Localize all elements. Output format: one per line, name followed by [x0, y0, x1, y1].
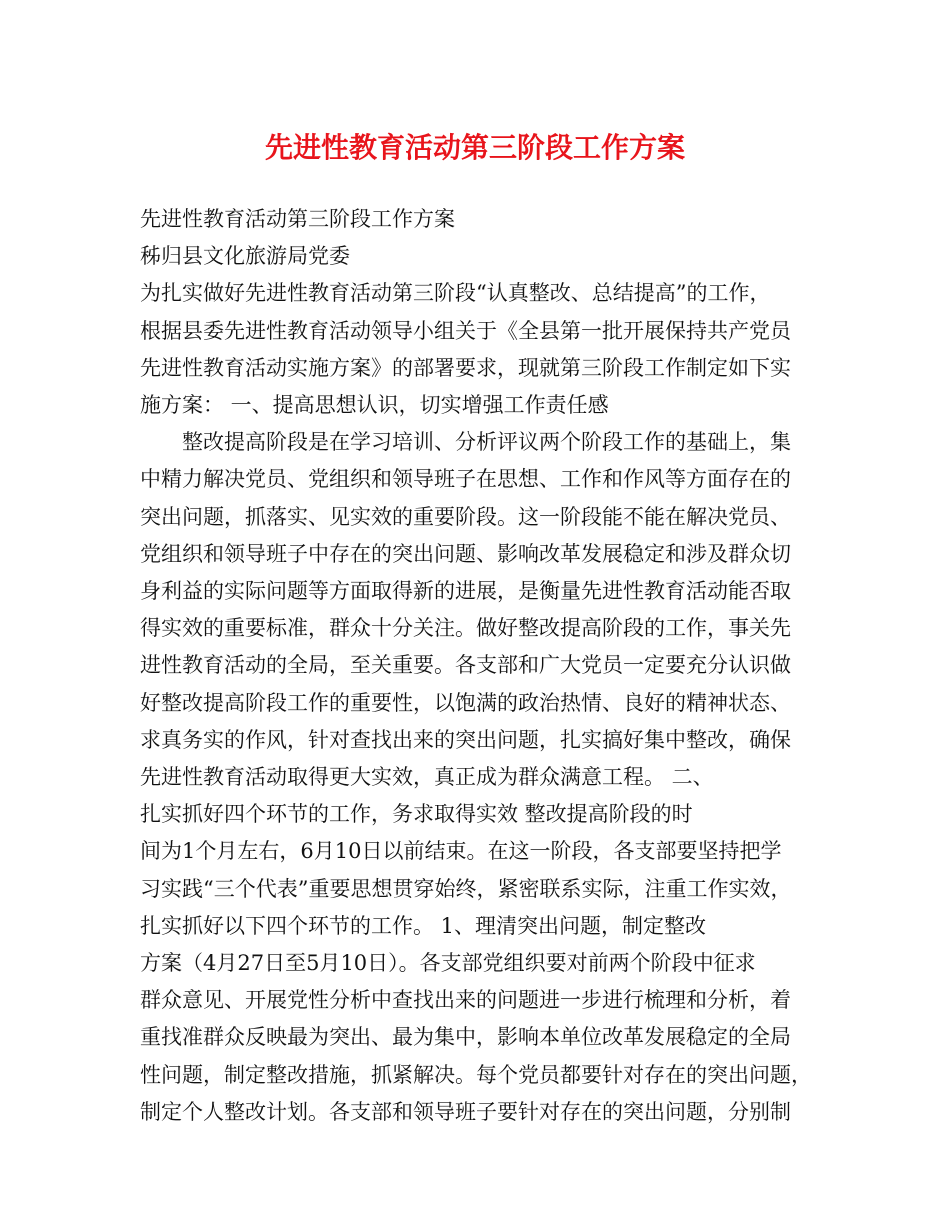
body-line: 好整改提高阶段工作的重要性，以饱满的政治热情、良好的精神状态、: [140, 690, 791, 715]
body-line: 习实践“三个代表”重要思想贯穿始终，紧密联系实际，注重工作实效，: [140, 876, 792, 901]
body-line: 突出问题，抓落实、见实效的重要阶段。这一阶段能不能在解决党员、: [140, 504, 791, 529]
body-line: 施方案： 一、提高思想认识，切实增强工作责任感: [140, 393, 609, 418]
body-line: 秭归县文化旅游局党委: [140, 244, 350, 269]
body-line: 得实效的重要标准，群众十分关注。做好整改提高阶段的工作，事关先: [140, 616, 791, 641]
body-line: 先进性教育活动取得更大实效，真正成为群众满意工程。 二、: [140, 765, 714, 790]
document-body: [140, 201, 830, 1131]
body-line: 身利益的实际问题等方面取得新的进展，是衡量先进性教育活动能否取: [140, 579, 791, 604]
body-line: 党组织和领导班子中存在的突出问题、影响改革发展稳定和涉及群众切: [140, 541, 791, 566]
body-line: 求真务实的作风，针对查找出来的突出问题，扎实搞好集中整改，确保: [140, 727, 791, 752]
body-line: 扎实抓好四个环节的工作，务求取得实效 整改提高阶段的时: [140, 802, 693, 827]
document-title: 先进性教育活动第三阶段工作方案: [264, 131, 685, 164]
body-line: 中精力解决党员、党组织和领导班子在思想、工作和作风等方面存在的: [140, 467, 791, 492]
body-line: 方案（4月27日至5月10日）。各支部党组织要对前两个阶段中征求: [140, 951, 756, 976]
body-line: 先进性教育活动实施方案》的部署要求，现就第三阶段工作制定如下实: [140, 355, 791, 380]
body-line: 重找准群众反映最为突出、最为集中，影响本单位改革发展稳定的全局: [140, 1025, 791, 1050]
body-line: 根据县委先进性教育活动领导小组关于《全县第一批开展保持共产党员: [140, 318, 791, 343]
body-line: 进性教育活动的全局，至关重要。各支部和广大党员一定要充分认识做: [140, 653, 791, 678]
body-line: 扎实抓好以下四个环节的工作。 1、理清突出问题，制定整改: [140, 913, 707, 938]
body-line: 间为1个月左右，6月10日以前结束。在这一阶段，各支部要坚持把学: [140, 839, 782, 864]
body-line: 先进性教育活动第三阶段工作方案: [140, 207, 455, 231]
body-line: 制定个人整改计划。各支部和领导班子要针对存在的突出问题，分别制: [140, 1099, 791, 1124]
body-line: 整改提高阶段是在学习培训、分析评议两个阶段工作的基础上，集: [182, 430, 791, 455]
body-line: 性问题，制定整改措施，抓紧解决。每个党员都要针对存在的突出问题，: [140, 1062, 812, 1087]
body-line: 群众意见、开展党性分析中查找出来的问题进一步进行梳理和分析，着: [140, 988, 791, 1013]
body-line: 为扎实做好先进性教育活动第三阶段“认真整改、总结提高”的工作，: [140, 281, 771, 306]
